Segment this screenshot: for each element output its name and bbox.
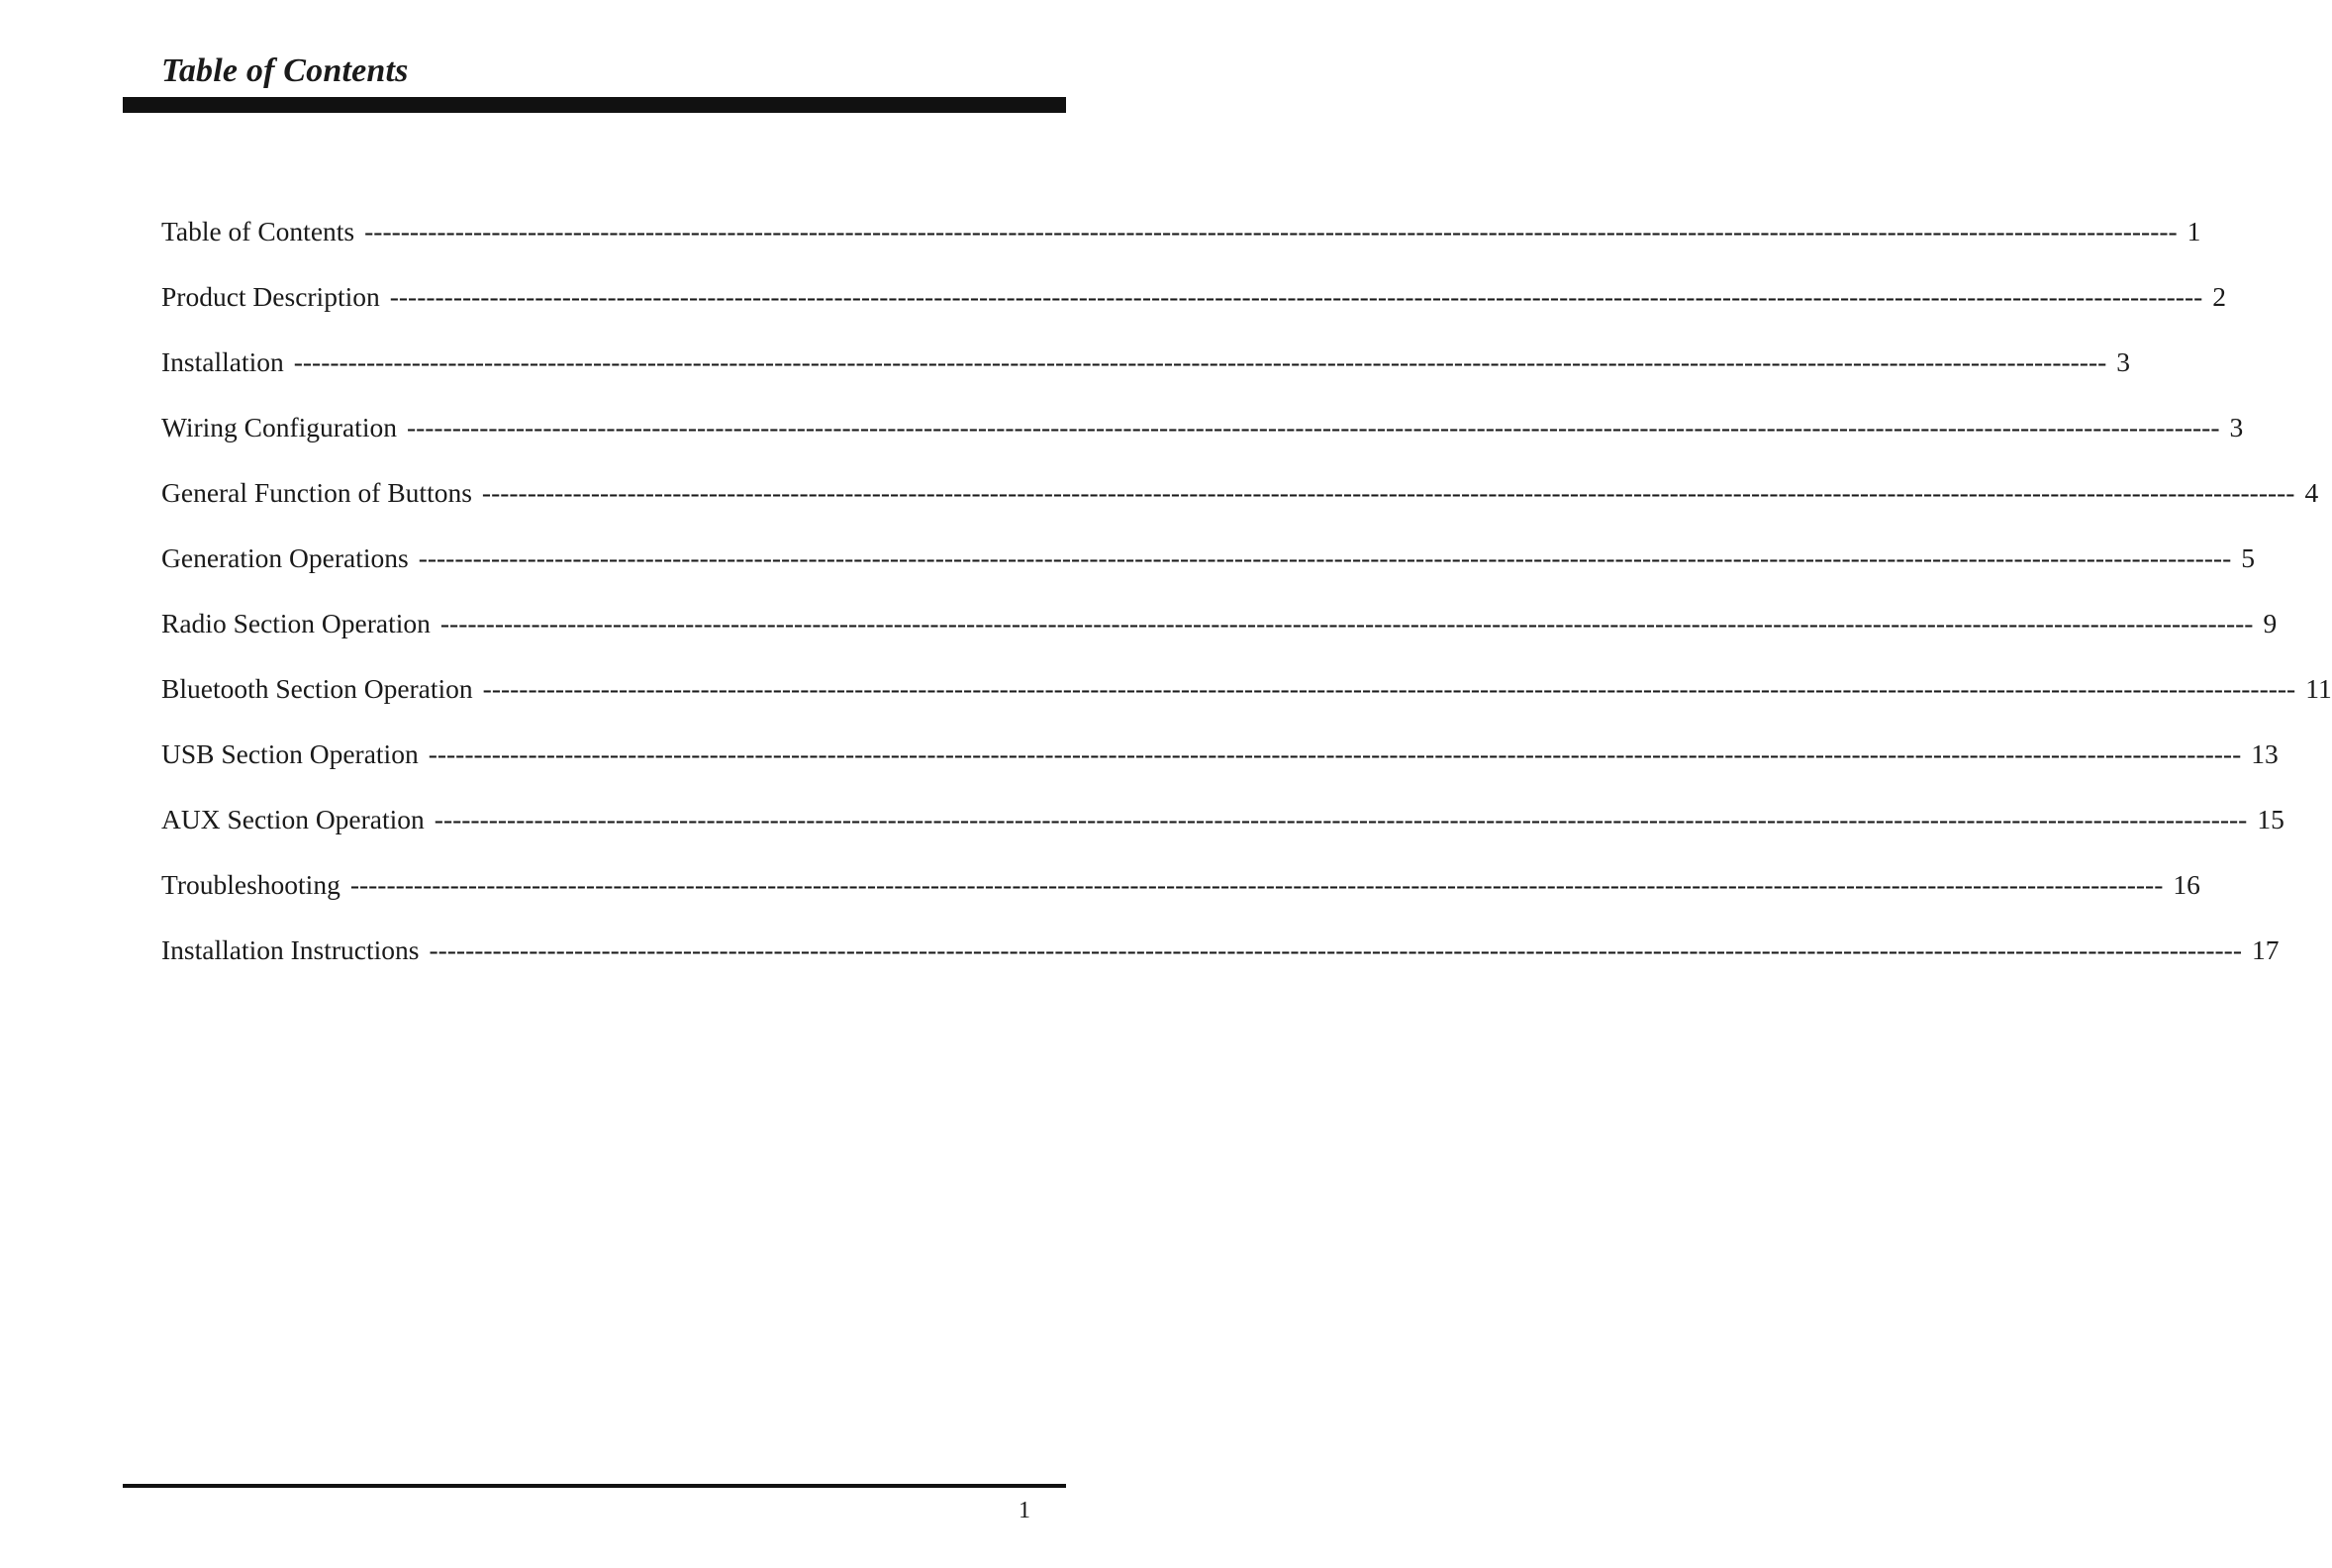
toc-leader-dashes: -------------------------------------------------------------------------------------------------------------------------------------------------------------------------------------------------------- [389,281,2203,312]
toc-entry-product-description[interactable] [161,271,2227,337]
toc-leader-dashes: -------------------------------------------------------------------------------------------------------------------------------------------------------------------------------------------------------- [428,738,2242,769]
toc-leader-dashes: -------------------------------------------------------------------------------------------------------------------------------------------------------------------------------------------------------- [418,542,2232,573]
toc-leader-dashes: -------------------------------------------------------------------------------------------------------------------------------------------------------------------------------------------------------- [482,673,2296,704]
toc-entry-installation[interactable] [161,337,2131,402]
toc-entry-page: 11 [2305,673,2332,704]
toc-entry-title: Table of Contents [161,216,355,246]
toc-leader-dashes: -------------------------------------------------------------------------------------------------------------------------------------------------------------------------------------------------------- [293,346,2107,377]
header-rule [123,97,1066,113]
toc-leader-dashes: -------------------------------------------------------------------------------------------------------------------------------------------------------------------------------------------------------- [364,216,2178,246]
toc-entry-title: AUX Section Operation [161,804,425,834]
toc-entry-troubleshooting[interactable] [161,859,2200,925]
toc-entry-page: 17 [2252,934,2280,965]
toc-leader-dashes: -------------------------------------------------------------------------------------------------------------------------------------------------------------------------------------------------------- [434,804,2248,834]
toc-leader-dashes: -------------------------------------------------------------------------------------------------------------------------------------------------------------------------------------------------------- [439,608,2254,638]
toc-entry-title: Generation Operations [161,542,409,573]
toc-entry-page: 1 [2186,216,2201,246]
toc-entry-radio-section-operation[interactable] [161,598,2278,663]
toc-entry-title: Radio Section Operation [161,608,431,638]
toc-leader-dashes: -------------------------------------------------------------------------------------------------------------------------------------------------------------------------------------------------------- [481,477,2295,508]
toc-entry-title: Troubleshooting [161,869,340,900]
page-number: 1 [1019,1498,1030,1523]
table-of-contents [161,206,2332,990]
toc-entry-title: Installation Instructions [161,934,420,965]
toc-entry-installation-instructions[interactable] [161,925,2280,990]
toc-entry-page: 13 [2251,738,2279,769]
toc-entry-general-function-of-buttons[interactable] [161,467,2319,533]
toc-entry-generation-operations[interactable] [161,533,2255,598]
toc-entry-page: 3 [2116,346,2131,377]
toc-entry-page: 15 [2257,804,2284,834]
toc-leader-dashes: -------------------------------------------------------------------------------------------------------------------------------------------------------------------------------------------------------- [406,412,2220,442]
toc-entry-bluetooth-section-operation[interactable] [161,663,2332,729]
toc-entry-title: Product Description [161,281,380,312]
toc-entry-wiring-configuration[interactable] [161,402,2244,467]
toc-entry-page: 3 [2229,412,2244,442]
toc-entry-page: 5 [2241,542,2255,573]
toc-entry-title: Bluetooth Section Operation [161,673,473,704]
toc-entry-page: 16 [2173,869,2200,900]
toc-entry-usb-section-operation[interactable] [161,729,2279,794]
toc-entry-title: Installation [161,346,284,377]
toc-entry-page: 4 [2304,477,2319,508]
toc-entry-page: 2 [2212,281,2227,312]
footer-rule [123,1484,1066,1488]
toc-entry-title: Wiring Configuration [161,412,397,442]
toc-entry-page: 9 [2263,608,2278,638]
page-title: Table of Contents [161,52,409,89]
toc-leader-dashes: -------------------------------------------------------------------------------------------------------------------------------------------------------------------------------------------------------- [429,934,2242,965]
toc-entry-aux-section-operation[interactable] [161,794,2284,859]
toc-entry-title: USB Section Operation [161,738,419,769]
toc-entry-table-of-contents[interactable] [161,206,2201,271]
toc-entry-title: General Function of Buttons [161,477,472,508]
toc-leader-dashes: -------------------------------------------------------------------------------------------------------------------------------------------------------------------------------------------------------- [349,869,2164,900]
